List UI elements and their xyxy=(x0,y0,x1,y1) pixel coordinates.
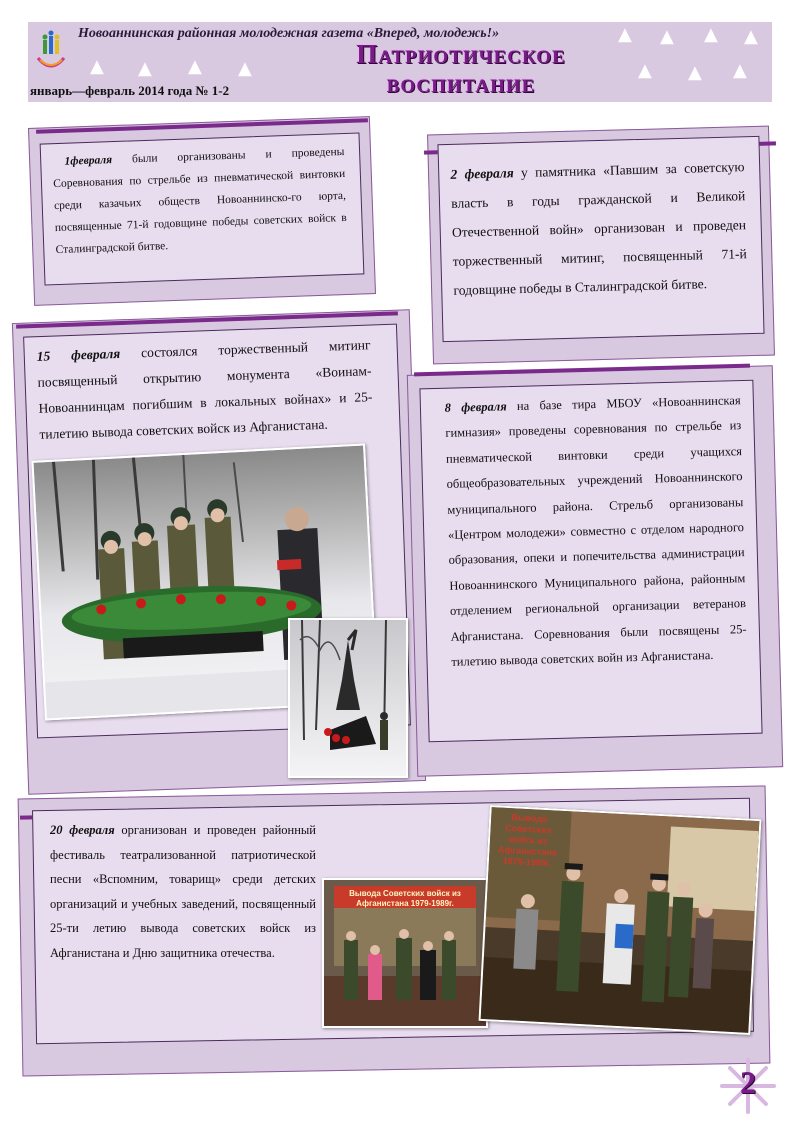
article-5-date: 20 февраля xyxy=(50,823,115,837)
tree-icon: ▲ xyxy=(688,62,702,83)
newspaper-name: Новоаннинская районная молодежная газета «Вперед, молодежь!» xyxy=(78,26,500,41)
tree-icon: ▲ xyxy=(638,60,652,81)
photo-monument-art xyxy=(290,620,406,776)
article-5-text xyxy=(50,818,316,966)
photo-monument xyxy=(288,618,408,778)
article-1-date: 1февраля xyxy=(64,154,113,168)
issue-date: январь—февраль 2014 года № 1-2 xyxy=(30,83,230,98)
masthead xyxy=(28,22,772,102)
article-2-date: 2 февраля xyxy=(450,165,514,182)
tree-icon: ▲ xyxy=(90,56,104,77)
section-title-line2: воспитание xyxy=(386,68,536,98)
tree-icon: ▲ xyxy=(733,60,747,81)
article-5-body: организован и проведен районный фестиваль театрализованной патриотической песни «Вспомним, товарищ» среди детских организаций и учебных заведений, посвященный 25-ти летию вывода советских войск из Афганистана и Дню защитника отечества. xyxy=(50,823,316,960)
stage-banner-text: Вывода Советских войск из Афганистана 1979-1989г. xyxy=(349,889,461,908)
article-1-text xyxy=(52,141,348,261)
page-number-badge xyxy=(718,1056,778,1116)
section-title-line1: Патриотическое xyxy=(356,39,566,69)
article-4-date: 8 февраля xyxy=(444,399,507,415)
tree-icon: ▲ xyxy=(744,26,758,47)
article-1-body: были организованы и проведены Соревнования по стрельбе из пневматической винтовки среди казачьих обществ Новоаннинско-го юрта, посвященные 71-й годовщине победы советских войск в Сталинградской битве. xyxy=(53,145,347,257)
tree-icon: ▲ xyxy=(704,24,718,45)
tree-icon: ▲ xyxy=(188,56,202,77)
tree-icon: ▲ xyxy=(618,24,632,45)
page-number: 2 xyxy=(740,1064,756,1100)
section-title xyxy=(296,40,626,98)
article-3-date: 15 февраля xyxy=(36,345,121,364)
article-3-body: состоялся торжественный митинг посвященный открытию монумента «Воинам-Новоаннинцам погибшим в локальных войнах» и 25-тилетию вывода советских войск из Афганистана. xyxy=(37,337,373,442)
newspaper-logo-icon xyxy=(34,30,68,74)
article-4-body: на базе тира МБОУ «Новоаннинская гимназия» проведены соревнования по стрельбе из пневматической винтовки среди учащихся общеобразовательных учреждений Новоаннинского муниципального района. Стрельб организованы «Центром молодежи» совместно с отделом народного образования, опеки и попечительства администрации Новоаннинского Муниципального района, районным отделением региональной организации ветеранов Афганистана. Соревнования были посвящены 25-тилетию вывода советских войн из Афганистана. xyxy=(445,393,747,669)
tree-icon: ▲ xyxy=(138,58,152,79)
tree-icon: ▲ xyxy=(238,58,252,79)
article-4-text xyxy=(444,388,747,675)
article-2-body: у памятника «Павшим за советскую власть в годы гражданской и Великой Отечественной войн» организован и проведен торжественный митинг, посвященный 71-й годовщине победы в Сталинградской битве. xyxy=(451,159,747,298)
article-3-text xyxy=(36,332,373,448)
photo-festival-performance xyxy=(479,805,762,1035)
article-2-text xyxy=(450,152,748,305)
photo-festival-stage xyxy=(322,878,488,1028)
tree-icon: ▲ xyxy=(660,26,674,47)
stage-banner-large-text: Вывода Советских войск из Афганистана 1979-1989г. xyxy=(497,812,558,869)
